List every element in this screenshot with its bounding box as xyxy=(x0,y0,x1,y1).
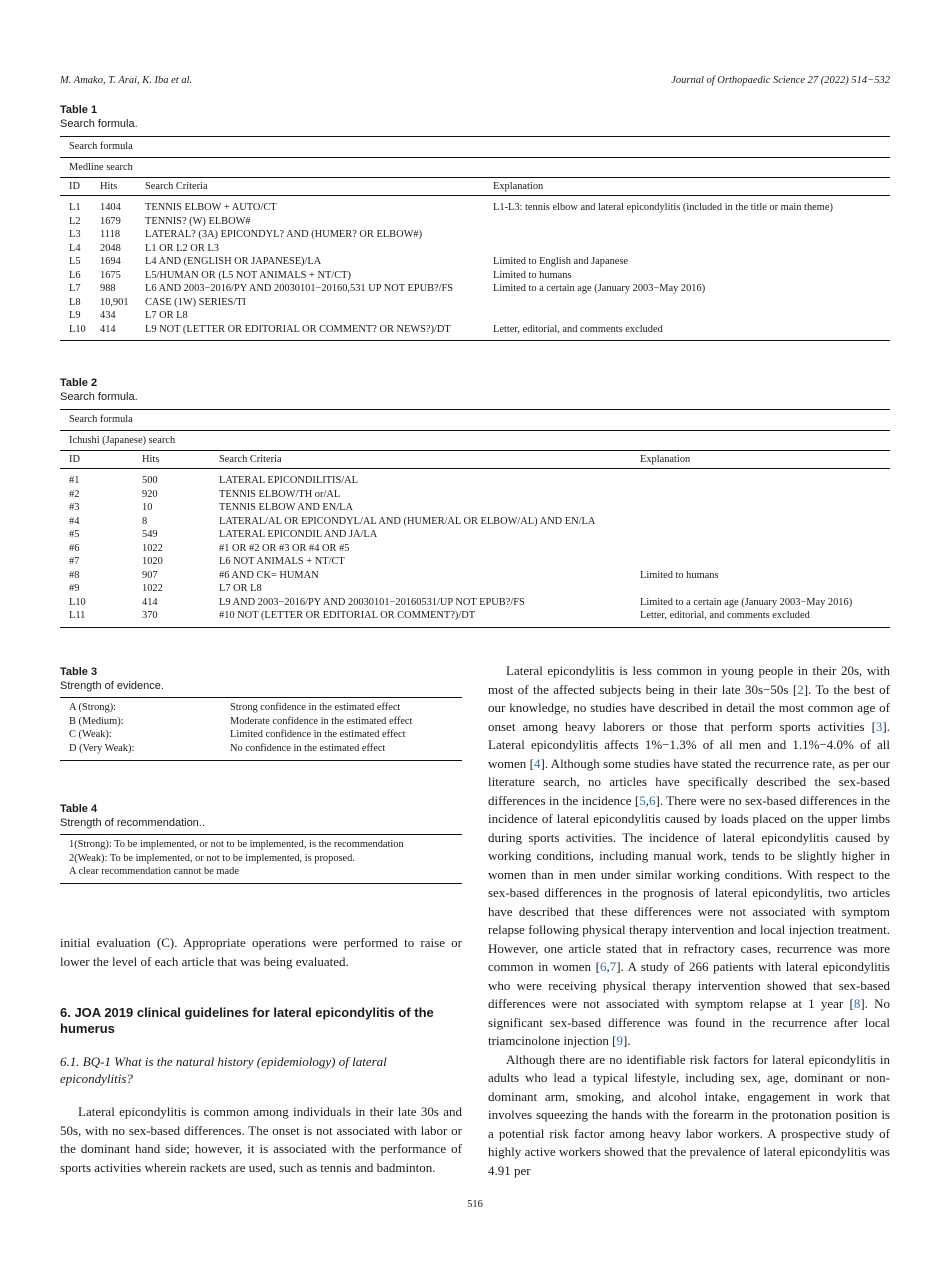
table2-cell-id: #8 xyxy=(69,569,80,581)
body-paragraph: Lateral epicondylitis is common among individuals in their late 30s and 50s, with no sex-based differences. The onset is not associated with labor or the dominant hand side; however, it is associated with the performance of sports activities wherein rackets are used, such as tennis and badminton. xyxy=(60,1104,462,1175)
table1-cell-criteria: CASE (1W) SERIES/TI xyxy=(145,296,247,308)
table2-row xyxy=(60,569,890,583)
table2-cell-criteria: L6 NOT ANIMALS + NT/CT xyxy=(219,556,345,567)
table3-row xyxy=(60,728,462,742)
table4-label: Table 4 xyxy=(60,803,98,815)
table1-col-criteria: Search Criteria xyxy=(136,178,484,196)
table1-cell-explanation xyxy=(484,242,890,256)
table1-row xyxy=(60,228,890,242)
running-header-journal: Journal of Orthopaedic Science 27 (2022) 514−532 xyxy=(671,75,890,86)
table2-col-id: ID xyxy=(60,451,133,469)
table2-cell-explanation xyxy=(631,515,890,529)
table1-cell-explanation xyxy=(484,228,890,242)
table2-cell-id: #3 xyxy=(69,502,80,513)
table2-row xyxy=(60,469,890,488)
table2-caption-block xyxy=(60,376,138,404)
table1-cell-hits: 1404 xyxy=(100,202,121,213)
table2-cell-hits: 1022 xyxy=(142,583,163,594)
table2-cell-explanation xyxy=(631,542,890,556)
table2-col-hits: Hits xyxy=(133,451,210,469)
table4-level: 1(Strong): xyxy=(69,839,112,850)
table2-wrapper xyxy=(60,409,890,628)
citation-link[interactable]: 3 xyxy=(875,718,883,734)
table3-caption-block xyxy=(60,665,164,693)
table1-subgroup-header: Medline search xyxy=(60,157,890,178)
table2-row xyxy=(60,515,890,529)
table2-cell-criteria: L7 OR L8 xyxy=(219,583,262,594)
table2-cell-hits: 500 xyxy=(142,475,158,486)
right-column xyxy=(488,662,890,1180)
table2-row xyxy=(60,542,890,556)
table1-cell-criteria: L6 AND 2003−2016/PY AND 20030101−20160,531 UP NOT EPUB?/FS xyxy=(145,283,454,294)
table1-cell-explanation: Limited to humans xyxy=(493,269,572,281)
table3 xyxy=(60,697,462,761)
table2-cell-explanation xyxy=(631,582,890,596)
table1-cell-criteria: L7 OR L8 xyxy=(145,310,188,321)
table2 xyxy=(60,409,890,628)
table1-cell-id: L3 xyxy=(69,229,81,240)
table2-cell-criteria: TENNIS ELBOW AND EN/LA xyxy=(219,502,354,513)
body-paragraph: Lateral epicondylitis is less common in young people in their 20s, with most of the affected subjects being in their late 30s−50s [2]. To the best of our knowledge, no studies have described in detail the most common age of onset among heavy laborers or those that perform sports activities [3]. Lateral epicondylitis affects 1%−1.3% of all men and 1.1%−4.0% of all women [4]. Although some studies have stated the recurrence rate, as per our literature search, no articles have specifically described the sex-based differences in the incidence [5,6]. There were no sex-based differences in the incidence of lateral epicondylitis caused by loads placed on the upper limbs during sports activities. The incidence of lateral epicondylitis caused by working conditions, including manual work, tends to be slightly higher in women than in men under similar working conditions. With respect to the sex-based differences in the prognosis of lateral epicondylitis, two articles have described that these differences were not associated with symptom relapse following physical therapy intervention and local injection treatment. However, one article stated that in refractory cases, recurrence was more common in women [6,7]. A study of 266 patients with lateral epicondylitis who were receiving physical therapy intervention showed that sex-based differences were not associated with symptom relapse at 1 year [8]. No significant sex-based difference was found in the recurrence after local triamcinolone injection [9]. xyxy=(488,663,890,1048)
citation-link[interactable]: 8 xyxy=(853,996,861,1011)
table1-cell-explanation: Limited to English and Japanese xyxy=(493,256,629,267)
table3-row xyxy=(60,701,462,715)
table3-label: Table 3 xyxy=(60,666,98,678)
table2-cell-criteria: L9 AND 2003−2016/PY AND 20030101−20160531/UP NOT EPUB?/FS xyxy=(219,596,525,608)
table3-level: C (Weak): xyxy=(69,729,112,740)
table2-cell-explanation xyxy=(631,488,890,502)
table2-cell-id: #6 xyxy=(69,542,80,554)
table1-cell-criteria: L1 OR L2 OR L3 xyxy=(145,242,219,254)
table2-cell-hits: 1022 xyxy=(142,542,163,554)
table2-cell-hits: 414 xyxy=(142,596,158,608)
table2-group-header: Search formula xyxy=(60,410,890,431)
citation-link[interactable]: 5 xyxy=(639,792,646,808)
table1-cell-criteria: TENNIS? (W) ELBOW# xyxy=(145,215,251,227)
left-para-bottom xyxy=(60,1103,462,1177)
table4-row xyxy=(60,852,462,866)
table1-cell-explanation xyxy=(484,215,890,229)
table1-row xyxy=(60,296,890,310)
citation-link[interactable]: 4 xyxy=(533,755,541,771)
table1-cell-explanation: L1-L3: tennis elbow and lateral epicondylitis (included in the title or main theme) xyxy=(493,202,833,213)
table1-cell-hits: 414 xyxy=(100,323,116,335)
table1-cell-hits: 1118 xyxy=(100,229,121,240)
table1-cell-hits: 2048 xyxy=(100,242,121,254)
table1-row xyxy=(60,196,890,215)
table2-cell-id: #1 xyxy=(69,475,80,486)
table1-cell-hits: 1675 xyxy=(100,269,121,281)
table1-cell-id: L4 xyxy=(69,242,81,254)
table3-description: No confidence in the estimated effect xyxy=(230,742,386,754)
table1-col-hits: Hits xyxy=(91,178,136,196)
table3-caption: Strength of evidence. xyxy=(60,680,164,692)
table2-cell-criteria: LATERAL/AL OR EPICONDYL/AL AND (HUMER/AL OR ELBOW/AL) AND EN/LA xyxy=(219,515,596,527)
table2-cell-id: L11 xyxy=(69,610,86,621)
table4-description: To be implemented, or not to be implemented, is proposed. xyxy=(109,852,355,864)
table2-cell-criteria: #1 OR #2 OR #3 OR #4 OR #5 xyxy=(219,542,350,554)
table2-cell-criteria: TENNIS ELBOW/TH or/AL xyxy=(219,488,341,500)
table1-cell-id: L1 xyxy=(69,202,81,213)
body-paragraph: Although there are no identifiable risk factors for lateral epicondylitis in adults who lead a typical lifestyle, including sex, age, dominant or non-dominant arm, smoking, and alcohol intake, engagement in work that involves squeezing the hands with the forearm in the protonation position is a potential risk factor among heavy labor workers. A prospective study of highly active workers showed that the prevalence of lateral epicondylitis was 4.91 per xyxy=(488,1051,890,1178)
table1-cell-explanation xyxy=(484,309,890,323)
table1-cell-explanation: Letter, editorial, and comments excluded xyxy=(493,323,663,335)
table2-cell-hits: 907 xyxy=(142,569,158,581)
table4-wrapper xyxy=(60,834,462,884)
table1-cell-hits: 10,901 xyxy=(100,296,129,308)
table4-row-content xyxy=(60,838,462,852)
table2-cell-id: #2 xyxy=(69,488,80,500)
citation-link[interactable]: 2 xyxy=(797,681,804,697)
table3-description: Moderate confidence in the estimated effect xyxy=(230,715,413,727)
table2-cell-explanation xyxy=(631,469,890,488)
table2-cell-hits: 370 xyxy=(142,610,158,621)
table1-cell-criteria: L5/HUMAN OR (L5 NOT ANIMALS + NT/CT) xyxy=(145,269,351,281)
table1-cell-criteria: L9 NOT (LETTER OR EDITORIAL OR COMMENT? OR NEWS?)/DT xyxy=(145,323,451,335)
table2-col-criteria: Search Criteria xyxy=(210,451,631,469)
table2-subgroup-header: Ichushi (Japanese) search xyxy=(60,430,890,451)
table2-col-explanation: Explanation xyxy=(631,451,890,469)
table4-row xyxy=(60,865,462,883)
table2-cell-hits: 1020 xyxy=(142,556,163,567)
table4-caption: Strength of recommendation.. xyxy=(60,817,205,829)
running-header-authors: M. Amako, T. Arai, K. Iba et al. xyxy=(60,75,193,86)
table2-row xyxy=(60,609,890,627)
table2-cell-criteria: #10 NOT (LETTER OR EDITORIAL OR COMMENT?)/DT xyxy=(219,610,476,621)
table1-cell-explanation: Limited to a certain age (January 2003−May 2016) xyxy=(493,283,706,294)
table1-row xyxy=(60,215,890,229)
table1-cell-id: L2 xyxy=(69,215,81,227)
table2-cell-id: #4 xyxy=(69,515,80,527)
table4 xyxy=(60,834,462,884)
left-para-top xyxy=(60,934,462,971)
table1-cell-id: L6 xyxy=(69,269,81,281)
table4-description: To be implemented, or not to be implemented, is the recommendation xyxy=(114,839,404,850)
table2-row xyxy=(60,582,890,596)
table1-cell-hits: 434 xyxy=(100,310,116,321)
table1-wrapper xyxy=(60,136,890,341)
table2-cell-id: L10 xyxy=(69,596,86,608)
table1 xyxy=(60,136,890,341)
table3-level: D (Very Weak): xyxy=(69,742,135,754)
table2-cell-hits: 549 xyxy=(142,529,158,540)
table2-cell-explanation xyxy=(631,555,890,569)
table2-cell-criteria: LATERAL EPICONDILITIS/AL xyxy=(219,475,359,486)
page-number: 516 xyxy=(467,1199,483,1210)
table2-caption: Search formula. xyxy=(60,391,138,403)
table1-row xyxy=(60,282,890,296)
table4-description: A clear recommendation cannot be made xyxy=(69,866,239,877)
table3-row xyxy=(60,742,462,761)
table3-row xyxy=(60,715,462,729)
table1-cell-hits: 988 xyxy=(100,283,116,294)
table1-cell-id: L7 xyxy=(69,283,81,294)
table1-group-header: Search formula xyxy=(60,137,890,158)
table3-level: A (Strong): xyxy=(69,702,117,713)
table2-cell-id: #5 xyxy=(69,529,80,540)
section-title: 6. JOA 2019 clinical guidelines for lateral epicondylitis of the humerus xyxy=(60,1005,434,1036)
table1-cell-explanation xyxy=(484,296,890,310)
table1-cell-criteria: LATERAL? (3A) EPICONDYL? AND (HUMER? OR ELBOW#) xyxy=(145,229,423,240)
table2-cell-explanation: Limited to a certain age (January 2003−May 2016) xyxy=(640,596,853,608)
table1-cell-criteria: L4 AND (ENGLISH OR JAPANESE)/LA xyxy=(145,256,322,267)
table2-label: Table 2 xyxy=(60,377,98,389)
table1-caption: Search formula. xyxy=(60,118,138,130)
table2-row xyxy=(60,555,890,569)
table3-description: Strong confidence in the estimated effect xyxy=(230,702,401,713)
table1-cell-id: L8 xyxy=(69,296,81,308)
body-paragraph: initial evaluation (C). Appropriate operations were performed to raise or lower the level of each article that was being evaluated. xyxy=(60,935,462,969)
table2-cell-id: #9 xyxy=(69,583,80,594)
table1-cell-id: L5 xyxy=(69,256,81,267)
table1-row xyxy=(60,309,890,323)
table3-wrapper xyxy=(60,697,462,761)
table2-row xyxy=(60,488,890,502)
table2-row xyxy=(60,528,890,542)
table3-level: B (Medium): xyxy=(69,715,124,727)
table2-cell-explanation xyxy=(631,501,890,515)
table2-cell-criteria: LATERAL EPICONDIL AND JA/LA xyxy=(219,529,378,540)
table1-col-explanation: Explanation xyxy=(484,178,890,196)
table2-row xyxy=(60,596,890,610)
table1-cell-id: L10 xyxy=(69,323,86,335)
table1-row xyxy=(60,269,890,283)
citation-link[interactable]: 6 xyxy=(599,959,607,974)
table2-cell-id: #7 xyxy=(69,556,80,567)
subsection-title: 6.1. BQ-1 What is the natural history (epidemiology) of lateral epicondylitis? xyxy=(60,1054,387,1086)
table1-row xyxy=(60,242,890,256)
table1-cell-hits: 1679 xyxy=(100,215,121,227)
table2-cell-explanation: Limited to humans xyxy=(640,569,719,581)
table2-cell-explanation: Letter, editorial, and comments excluded xyxy=(640,610,810,621)
table2-cell-criteria: #6 AND CK= HUMAN xyxy=(219,569,319,581)
table4-caption-block xyxy=(60,802,205,830)
table1-row xyxy=(60,323,890,341)
table2-cell-hits: 920 xyxy=(142,488,158,500)
table1-cell-id: L9 xyxy=(69,310,81,321)
table1-col-id: ID xyxy=(60,178,91,196)
table3-description: Limited confidence in the estimated effect xyxy=(230,729,406,740)
table1-cell-criteria: TENNIS ELBOW + AUTO/CT xyxy=(145,202,277,213)
citation-link[interactable]: 7 xyxy=(609,959,617,974)
table2-cell-hits: 10 xyxy=(142,502,153,513)
table1-caption-block xyxy=(60,103,138,131)
table1-row xyxy=(60,255,890,269)
table4-row xyxy=(60,838,462,852)
table2-row xyxy=(60,501,890,515)
table1-cell-hits: 1694 xyxy=(100,256,121,267)
table1-label: Table 1 xyxy=(60,104,98,116)
citation-link[interactable]: 6 xyxy=(649,792,656,808)
table4-level: 2(Weak): xyxy=(69,852,108,864)
table2-cell-hits: 8 xyxy=(142,515,148,527)
table2-cell-explanation xyxy=(631,528,890,542)
citation-link[interactable]: 9 xyxy=(616,1033,624,1048)
